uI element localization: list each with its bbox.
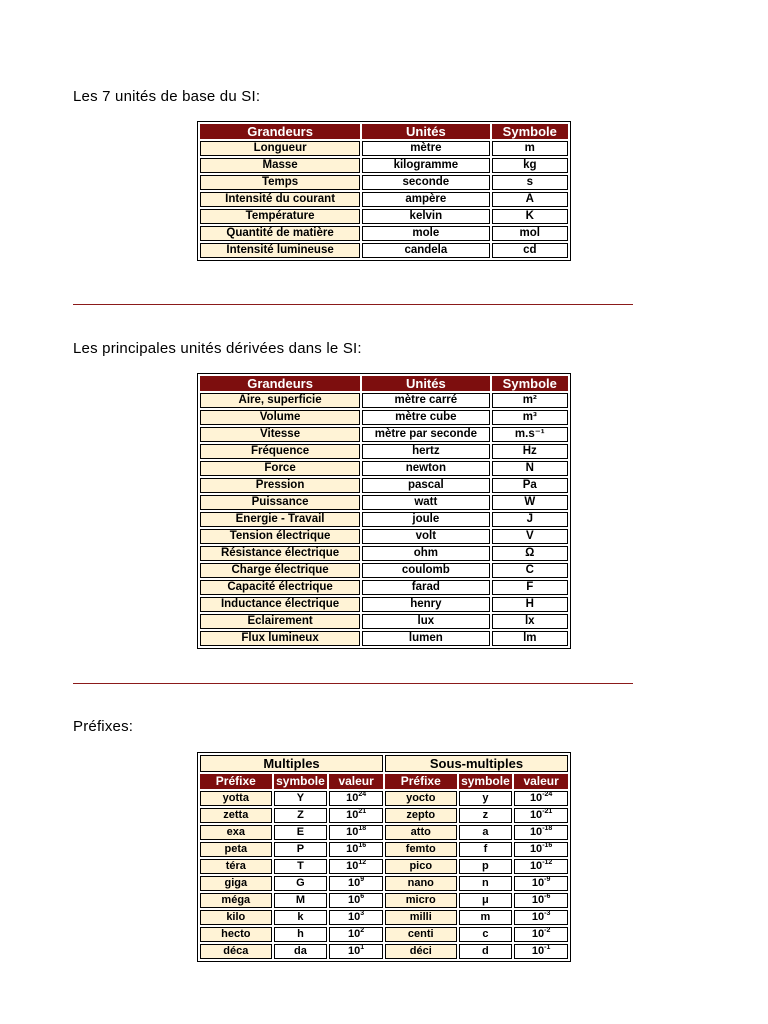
table-row xyxy=(200,192,568,207)
unit-cell: mètre carré xyxy=(362,393,489,408)
symbol-cell: m.s⁻¹ xyxy=(492,427,568,442)
submultiple-value-cell xyxy=(514,944,568,959)
table-header-row xyxy=(200,124,568,139)
multiple-symbol-cell: h xyxy=(274,927,328,942)
value-exponent: -1 xyxy=(544,944,551,951)
table-row xyxy=(200,876,568,891)
unit-cell: mètre cube xyxy=(362,410,489,425)
quantity-cell: Intensité du courant xyxy=(200,192,360,207)
value-base: 10 xyxy=(529,860,543,872)
quantity-cell: Temps xyxy=(200,175,360,190)
table-row xyxy=(200,614,568,629)
submultiple-prefix-cell: nano xyxy=(385,876,457,891)
quantity-cell: Vitesse xyxy=(200,427,360,442)
quantity-cell: Inductance électrique xyxy=(200,597,360,612)
quantity-cell: Intensité lumineuse xyxy=(200,243,360,258)
submultiple-prefix-cell: yocto xyxy=(385,791,457,806)
derived-units-table xyxy=(197,373,571,649)
table-row xyxy=(200,158,568,173)
table-row xyxy=(200,580,568,595)
multiple-symbol-cell: T xyxy=(274,859,328,874)
symbol-cell: m² xyxy=(492,393,568,408)
multiple-prefix-cell: yotta xyxy=(200,791,272,806)
submultiple-symbol-cell: y xyxy=(459,791,513,806)
table-row xyxy=(200,393,568,408)
multiple-symbol-cell: P xyxy=(274,842,328,857)
value-exponent: 3 xyxy=(360,910,365,917)
multiple-symbol-cell: G xyxy=(274,876,328,891)
value-base: 10 xyxy=(529,792,543,804)
base-units-heading: Les 7 unités de base du SI: xyxy=(73,88,261,105)
table-header-row xyxy=(200,376,568,391)
value-base: 10 xyxy=(531,894,545,906)
submultiple-symbol-cell: μ xyxy=(459,893,513,908)
multiple-symbol-cell: E xyxy=(274,825,328,840)
table-row xyxy=(200,791,568,806)
value-base: 10 xyxy=(531,945,545,957)
value-exponent: 16 xyxy=(358,842,367,849)
value-exponent: 21 xyxy=(358,808,367,815)
value-base: 10 xyxy=(348,911,361,923)
symbol-cell: F xyxy=(492,580,568,595)
multiple-symbol-cell: Y xyxy=(274,791,328,806)
multiple-value-cell xyxy=(329,927,383,942)
table-row xyxy=(200,825,568,840)
value-exponent: -6 xyxy=(544,893,551,900)
unit-cell: seconde xyxy=(362,175,489,190)
value-exponent: 2 xyxy=(360,927,365,934)
quantity-cell: Capacité électrique xyxy=(200,580,360,595)
symbol-cell: m xyxy=(492,141,568,156)
unit-cell: lumen xyxy=(362,631,489,646)
submultiple-prefix-cell: milli xyxy=(385,910,457,925)
table-row xyxy=(200,209,568,224)
value-base: 10 xyxy=(348,945,361,957)
quantity-cell: Température xyxy=(200,209,360,224)
value-base: 10 xyxy=(529,843,543,855)
quantity-cell: Fréquence xyxy=(200,444,360,459)
header-symbole: symbole xyxy=(274,774,328,789)
multiple-prefix-cell: kilo xyxy=(200,910,272,925)
header-prefixe: Préfixe xyxy=(200,774,272,789)
table-row xyxy=(200,175,568,190)
submultiple-symbol-cell: f xyxy=(459,842,513,857)
table-row xyxy=(200,410,568,425)
symbol-cell: lx xyxy=(492,614,568,629)
multiple-value-cell xyxy=(329,808,383,823)
header-symbole: Symbole xyxy=(492,376,568,391)
table-row xyxy=(200,842,568,857)
unit-cell: watt xyxy=(362,495,489,510)
value-base: 10 xyxy=(346,809,359,821)
submultiple-value-cell xyxy=(514,825,568,840)
header-prefixe: Préfixe xyxy=(385,774,457,789)
quantity-cell: Tension électrique xyxy=(200,529,360,544)
submultiple-prefix-cell: centi xyxy=(385,927,457,942)
quantity-cell: Aire, superficie xyxy=(200,393,360,408)
table-row xyxy=(200,631,568,646)
submultiple-symbol-cell: c xyxy=(459,927,513,942)
multiple-value-cell xyxy=(329,842,383,857)
unit-cell: coulomb xyxy=(362,563,489,578)
submultiple-value-cell xyxy=(514,808,568,823)
header-valeur: valeur xyxy=(329,774,383,789)
header-unites: Unités xyxy=(362,124,489,139)
table-row xyxy=(200,944,568,959)
symbol-cell: K xyxy=(492,209,568,224)
submultiple-value-cell xyxy=(514,876,568,891)
quantity-cell: Pression xyxy=(200,478,360,493)
unit-cell: kelvin xyxy=(362,209,489,224)
quantity-cell: Résistance électrique xyxy=(200,546,360,561)
unit-cell: volt xyxy=(362,529,489,544)
submultiple-prefix-cell: zepto xyxy=(385,808,457,823)
unit-cell: mètre xyxy=(362,141,489,156)
value-base: 10 xyxy=(346,843,359,855)
table-row xyxy=(200,495,568,510)
header-symbole: symbole xyxy=(459,774,513,789)
value-exponent: -12 xyxy=(542,859,553,866)
header-grandeurs: Grandeurs xyxy=(200,124,360,139)
symbol-cell: lm xyxy=(492,631,568,646)
unit-cell: kilogramme xyxy=(362,158,489,173)
prefixes-heading: Préfixes: xyxy=(73,718,134,735)
value-exponent: -2 xyxy=(544,927,551,934)
value-exponent: -16 xyxy=(542,842,553,849)
value-exponent: -24 xyxy=(542,791,553,798)
table-row xyxy=(200,910,568,925)
table-row xyxy=(200,808,568,823)
table-row xyxy=(200,927,568,942)
multiple-value-cell xyxy=(329,825,383,840)
value-exponent: 24 xyxy=(358,791,367,798)
symbol-cell: Hz xyxy=(492,444,568,459)
value-base: 10 xyxy=(529,826,543,838)
unit-cell: newton xyxy=(362,461,489,476)
multiple-symbol-cell: Z xyxy=(274,808,328,823)
table-row xyxy=(200,226,568,241)
multiple-prefix-cell: exa xyxy=(200,825,272,840)
value-exponent: -21 xyxy=(542,808,553,815)
prefixes-table xyxy=(197,752,571,962)
multiple-symbol-cell: M xyxy=(274,893,328,908)
symbol-cell: A xyxy=(492,192,568,207)
table-row xyxy=(200,243,568,258)
submultiple-symbol-cell: n xyxy=(459,876,513,891)
submultiple-symbol-cell: m xyxy=(459,910,513,925)
symbol-cell: N xyxy=(492,461,568,476)
value-base: 10 xyxy=(348,877,361,889)
table-row xyxy=(200,141,568,156)
quantity-cell: Quantité de matière xyxy=(200,226,360,241)
value-exponent: 18 xyxy=(358,825,367,832)
value-base: 10 xyxy=(348,928,361,940)
symbol-cell: W xyxy=(492,495,568,510)
submultiple-value-cell xyxy=(514,910,568,925)
symbol-cell: mol xyxy=(492,226,568,241)
table-row xyxy=(200,478,568,493)
unit-cell: candela xyxy=(362,243,489,258)
symbol-cell: H xyxy=(492,597,568,612)
quantity-cell: Flux lumineux xyxy=(200,631,360,646)
value-exponent: 1 xyxy=(360,944,365,951)
unit-cell: mètre par seconde xyxy=(362,427,489,442)
symbol-cell: m³ xyxy=(492,410,568,425)
unit-cell: mole xyxy=(362,226,489,241)
submultiple-value-cell xyxy=(514,893,568,908)
submultiple-symbol-cell: z xyxy=(459,808,513,823)
value-base: 10 xyxy=(346,826,359,838)
multiple-prefix-cell: zetta xyxy=(200,808,272,823)
unit-cell: hertz xyxy=(362,444,489,459)
multiple-prefix-cell: peta xyxy=(200,842,272,857)
value-exponent: 9 xyxy=(360,876,365,883)
value-base: 10 xyxy=(531,877,545,889)
symbol-cell: Ω xyxy=(492,546,568,561)
symbol-cell: V xyxy=(492,529,568,544)
submultiple-prefix-cell: déci xyxy=(385,944,457,959)
submultiple-prefix-cell: atto xyxy=(385,825,457,840)
submultiples-group-header: Sous-multiples xyxy=(385,755,568,772)
unit-cell: lux xyxy=(362,614,489,629)
submultiple-symbol-cell: d xyxy=(459,944,513,959)
symbol-cell: kg xyxy=(492,158,568,173)
value-base: 10 xyxy=(531,928,545,940)
quantity-cell: Charge électrique xyxy=(200,563,360,578)
symbol-cell: Pa xyxy=(492,478,568,493)
table-row xyxy=(200,546,568,561)
submultiple-symbol-cell: a xyxy=(459,825,513,840)
multiple-prefix-cell: déca xyxy=(200,944,272,959)
value-base: 10 xyxy=(346,860,359,872)
submultiple-prefix-cell: pico xyxy=(385,859,457,874)
submultiple-value-cell xyxy=(514,842,568,857)
unit-cell: joule xyxy=(362,512,489,527)
value-base: 10 xyxy=(346,792,359,804)
value-exponent: -18 xyxy=(542,825,553,832)
multiple-prefix-cell: méga xyxy=(200,893,272,908)
value-exponent: -9 xyxy=(544,876,551,883)
quantity-cell: Volume xyxy=(200,410,360,425)
header-grandeurs: Grandeurs xyxy=(200,376,360,391)
table-row xyxy=(200,512,568,527)
symbol-cell: C xyxy=(492,563,568,578)
quantity-cell: Puissance xyxy=(200,495,360,510)
multiple-symbol-cell: da xyxy=(274,944,328,959)
table-row xyxy=(200,427,568,442)
multiple-prefix-cell: téra xyxy=(200,859,272,874)
table-row xyxy=(200,529,568,544)
header-valeur: valeur xyxy=(514,774,568,789)
value-exponent: 12 xyxy=(358,859,367,866)
submultiple-value-cell xyxy=(514,927,568,942)
submultiple-value-cell xyxy=(514,859,568,874)
multiple-value-cell xyxy=(329,944,383,959)
symbol-cell: s xyxy=(492,175,568,190)
unit-cell: henry xyxy=(362,597,489,612)
table-header-row xyxy=(200,774,568,789)
table-row xyxy=(200,563,568,578)
value-base: 10 xyxy=(348,894,361,906)
value-exponent: -3 xyxy=(544,910,551,917)
multiple-value-cell xyxy=(329,876,383,891)
value-exponent: 6 xyxy=(360,893,365,900)
group-header-row xyxy=(200,755,568,772)
quantity-cell: Energie - Travail xyxy=(200,512,360,527)
header-symbole: Symbole xyxy=(492,124,568,139)
quantity-cell: Longueur xyxy=(200,141,360,156)
submultiple-symbol-cell: p xyxy=(459,859,513,874)
value-base: 10 xyxy=(531,911,545,923)
derived-units-heading: Les principales unités dérivées dans le SI: xyxy=(73,340,362,357)
value-base: 10 xyxy=(529,809,543,821)
multiple-prefix-cell: hecto xyxy=(200,927,272,942)
submultiple-value-cell xyxy=(514,791,568,806)
quantity-cell: Force xyxy=(200,461,360,476)
table-row xyxy=(200,597,568,612)
quantity-cell: Masse xyxy=(200,158,360,173)
multiple-value-cell xyxy=(329,859,383,874)
multiple-symbol-cell: k xyxy=(274,910,328,925)
multiple-prefix-cell: giga xyxy=(200,876,272,891)
base-units-table xyxy=(197,121,571,261)
unit-cell: ampère xyxy=(362,192,489,207)
multiple-value-cell xyxy=(329,910,383,925)
table-row xyxy=(200,859,568,874)
table-row xyxy=(200,461,568,476)
symbol-cell: J xyxy=(492,512,568,527)
unit-cell: farad xyxy=(362,580,489,595)
table-row xyxy=(200,893,568,908)
table-row xyxy=(200,444,568,459)
multiples-group-header: Multiples xyxy=(200,755,383,772)
symbol-cell: cd xyxy=(492,243,568,258)
section-divider xyxy=(73,304,633,305)
unit-cell: pascal xyxy=(362,478,489,493)
submultiple-prefix-cell: micro xyxy=(385,893,457,908)
quantity-cell: Eclairement xyxy=(200,614,360,629)
section-divider xyxy=(73,683,633,684)
submultiple-prefix-cell: femto xyxy=(385,842,457,857)
header-unites: Unités xyxy=(362,376,489,391)
unit-cell: ohm xyxy=(362,546,489,561)
multiple-value-cell xyxy=(329,893,383,908)
multiple-value-cell xyxy=(329,791,383,806)
